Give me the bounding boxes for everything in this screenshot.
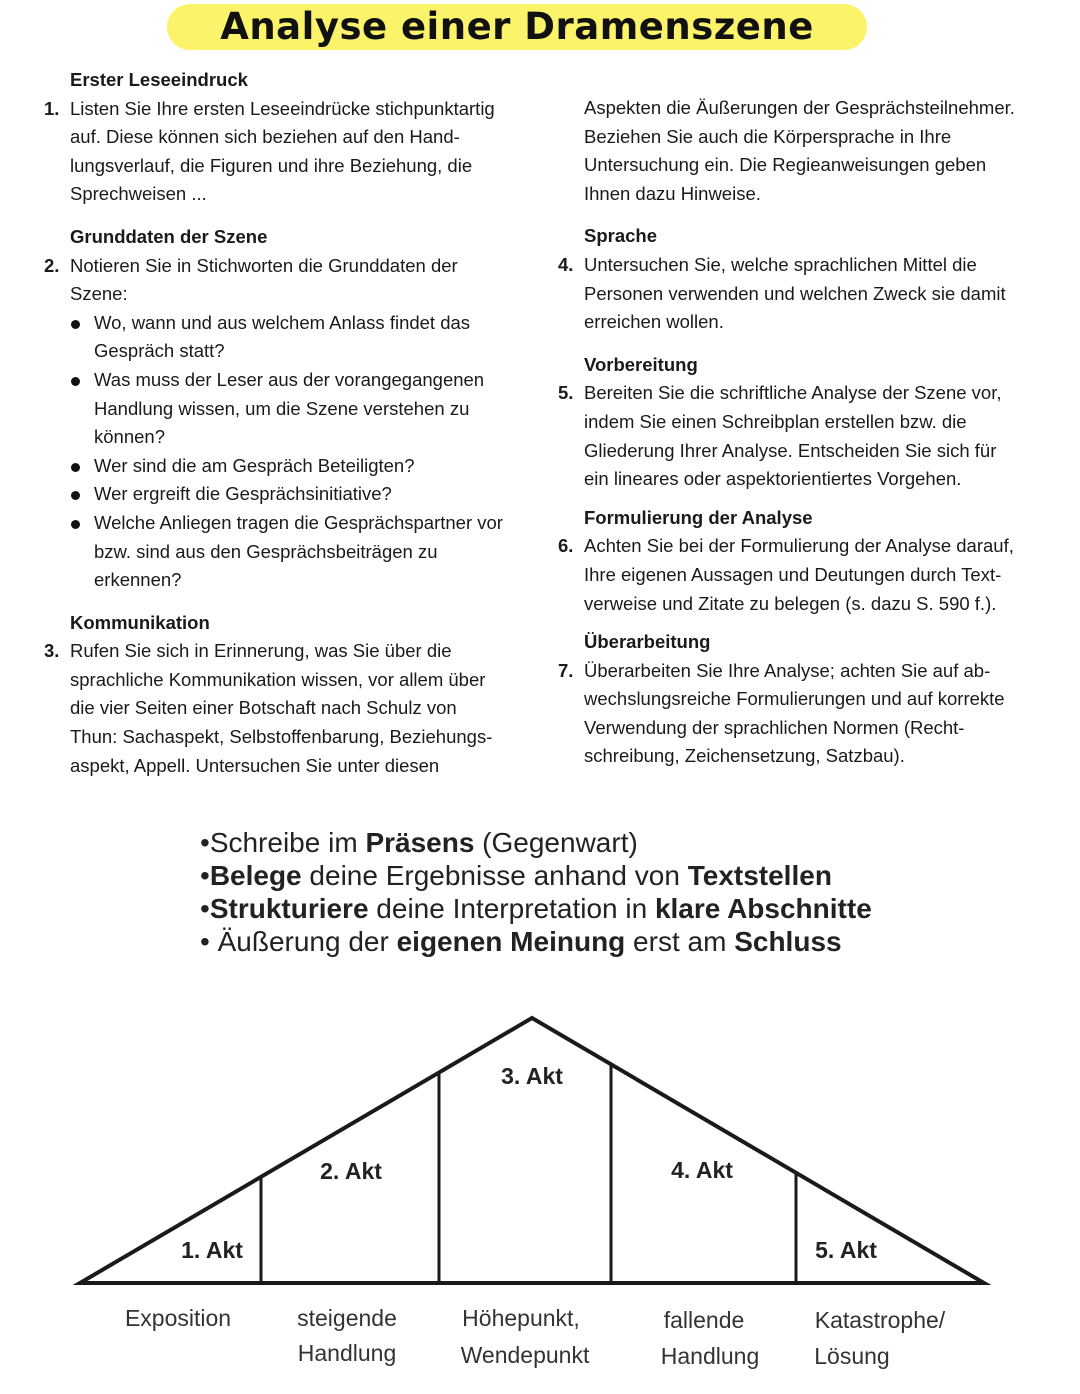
bullet-icon: • [200,893,210,924]
tip-item: •Schreibe im Präsens (Gegenwart) [200,827,638,858]
section-heading-leseeindruck: Erster Leseeindruck [70,69,248,90]
text-line: Notieren Sie in Stichworten die Grunddaten der [70,254,458,276]
tip-item: • Äußerung der eigenen Meinung erst am Schluss [200,926,842,957]
text-line: Sprechweisen ... [70,183,207,205]
text-line: Gliederung Ihrer Analyse. Entscheiden Sie sich für [584,439,997,461]
text-line: Bereiten Sie die schriftliche Analyse der Szene vor, [584,382,1002,404]
text-line: Untersuchung ein. Die Regieanweisungen geben [584,154,987,176]
text-line: erkennen? [94,569,182,591]
bullet-icon: • [200,926,210,957]
writing-tips [200,826,1020,958]
task-7 [558,657,1058,771]
tip-item: •Strukturiere deine Interpretation in klare Abschnitte [200,893,872,924]
text-line: bzw. sind aus den Gesprächsbeiträgen zu [94,540,438,562]
phase-label-fallende-handlung: fallende [663,1307,745,1333]
text-line: Personen verwenden und welchen Zweck sie damit [584,282,1006,304]
text-line: indem Sie einen Schreibplan erstellen bzw. die [584,410,967,432]
task-number: 1. [44,97,60,119]
text-line: Achten Sie bei der Formulierung der Analyse darauf, [584,535,1014,557]
text-line: Gespräch statt? [94,340,225,362]
task-number: 2. [44,254,60,276]
text-line: wechslungsreiche Formulierungen und auf korrekte [584,688,1005,710]
act-label-2: 2. Akt [320,1158,382,1184]
list-item [68,480,544,509]
section-heading-vorbereitung: Vorbereitung [584,353,698,375]
text-line: auf. Diese können sich beziehen auf den Hand- [70,126,460,148]
text-line: können? [94,426,165,448]
task-6 [558,532,1058,618]
right-column [558,94,1058,771]
tip-item: •Belege deine Ergebnisse anhand von Textstellen [200,860,832,891]
phase-label-katastrophe: Katastrophe/ [814,1307,946,1333]
text-line: schreibung, Zeichensetzung, Satzbau). [584,745,905,767]
text-line: Listen Sie Ihre ersten Leseeindrücke stichpunktartig [70,97,495,119]
text-line: Untersuchen Sie, welche sprachlichen Mittel die [584,253,977,275]
text-line: Aspekten die Äußerungen der Gesprächsteilnehmer. [584,97,1015,118]
list-item [68,366,544,452]
task-number: 6. [558,535,574,557]
text-line: Wer ergreift die Gesprächsinitiative? [94,483,392,505]
bullet-icon: • [200,860,210,891]
text-line: die vier Seiten einer Botschaft nach Schulz von [70,697,457,719]
text-line: Verwendung der sprachlichen Normen (Recht- [584,716,965,738]
text-line: aspekt, Appell. Untersuchen Sie unter diesen [70,754,440,776]
task-number: 5. [558,382,574,404]
act-label-3: 3. Akt [501,1063,563,1089]
section-heading-kommunikation: Kommunikation [70,611,210,633]
task-number: 3. [44,640,60,662]
list-item [68,509,544,595]
text-line: Ihnen dazu Hinweise. [584,182,761,204]
text-line: Ihre eigenen Aussagen und Deutungen durch Text- [584,563,1002,585]
task-2 [44,252,544,309]
act-label-4: 4. Akt [671,1157,733,1183]
task-4 [558,251,1058,337]
phase-label-steigende-handlung: steigende [297,1305,397,1331]
question-list [44,309,544,595]
phase-label-hoehepunkt: Höhepunkt, [462,1305,580,1331]
text-line: Handlung wissen, um die Szene verstehen zu [94,397,470,419]
phase-label-fallende-handlung: Handlung [660,1343,760,1369]
text-line: Welche Anliegen tragen die Gesprächspartner vor [94,511,503,533]
drama-pyramid-diagram [0,1000,1080,1394]
task-3-continued [558,94,1058,208]
text-line: Beziehen Sie auch die Körpersprache in Ihre [584,125,952,147]
phase-label-hoehepunkt: Wendepunkt [460,1342,590,1368]
text-line: verweise und Zitate zu belegen (s. dazu S. 590 f.). [584,592,997,614]
text-line: Wo, wann und aus welchem Anlass findet das [94,311,471,333]
list-item [68,452,544,481]
act-label-5: 5. Akt [815,1237,877,1263]
section-heading-ueberarbeitung: Überarbeitung [584,631,711,653]
task-number: 4. [558,253,574,275]
section-heading-formulierung: Formulierung der Analyse [584,506,813,528]
phase-label-steigende-handlung: Handlung [297,1340,397,1366]
phase-label-katastrophe: Lösung [814,1343,890,1369]
text-line: ein lineares oder aspektorientiertes Vorgehen. [584,468,962,490]
list-item [68,309,544,366]
text-line: Wer sind die am Gespräch Beteiligten? [94,454,415,476]
text-line: Szene: [70,283,128,305]
text-line: Thun: Sachaspekt, Selbstoffenbarung, Beziehungs- [70,726,493,748]
bullet-icon: • [200,827,210,858]
text-line: lungsverlauf, die Figuren und ihre Beziehung, die [70,154,473,176]
phase-label-exposition: Exposition [124,1305,232,1331]
page-title: Analyse einer Dramenszene [167,4,867,50]
act-label-1: 1. Akt [181,1237,243,1263]
section-heading-sprache: Sprache [584,225,658,247]
text-line: sprachliche Kommunikation wissen, vor allem über [70,668,486,690]
task-5 [558,379,1058,493]
text-line: erreichen wollen. [584,311,724,333]
task-number: 7. [558,659,574,681]
task-3 [44,637,544,780]
text-line: Was muss der Leser aus der vorangegangenen [94,368,485,390]
text-line: Rufen Sie sich in Erinnerung, was Sie über die [70,640,452,662]
section-heading-grunddaten: Grunddaten der Szene [70,225,268,247]
left-column [44,66,544,780]
task-1 [44,95,544,209]
text-line: Überarbeiten Sie Ihre Analyse; achten Sie auf ab- [584,659,991,681]
